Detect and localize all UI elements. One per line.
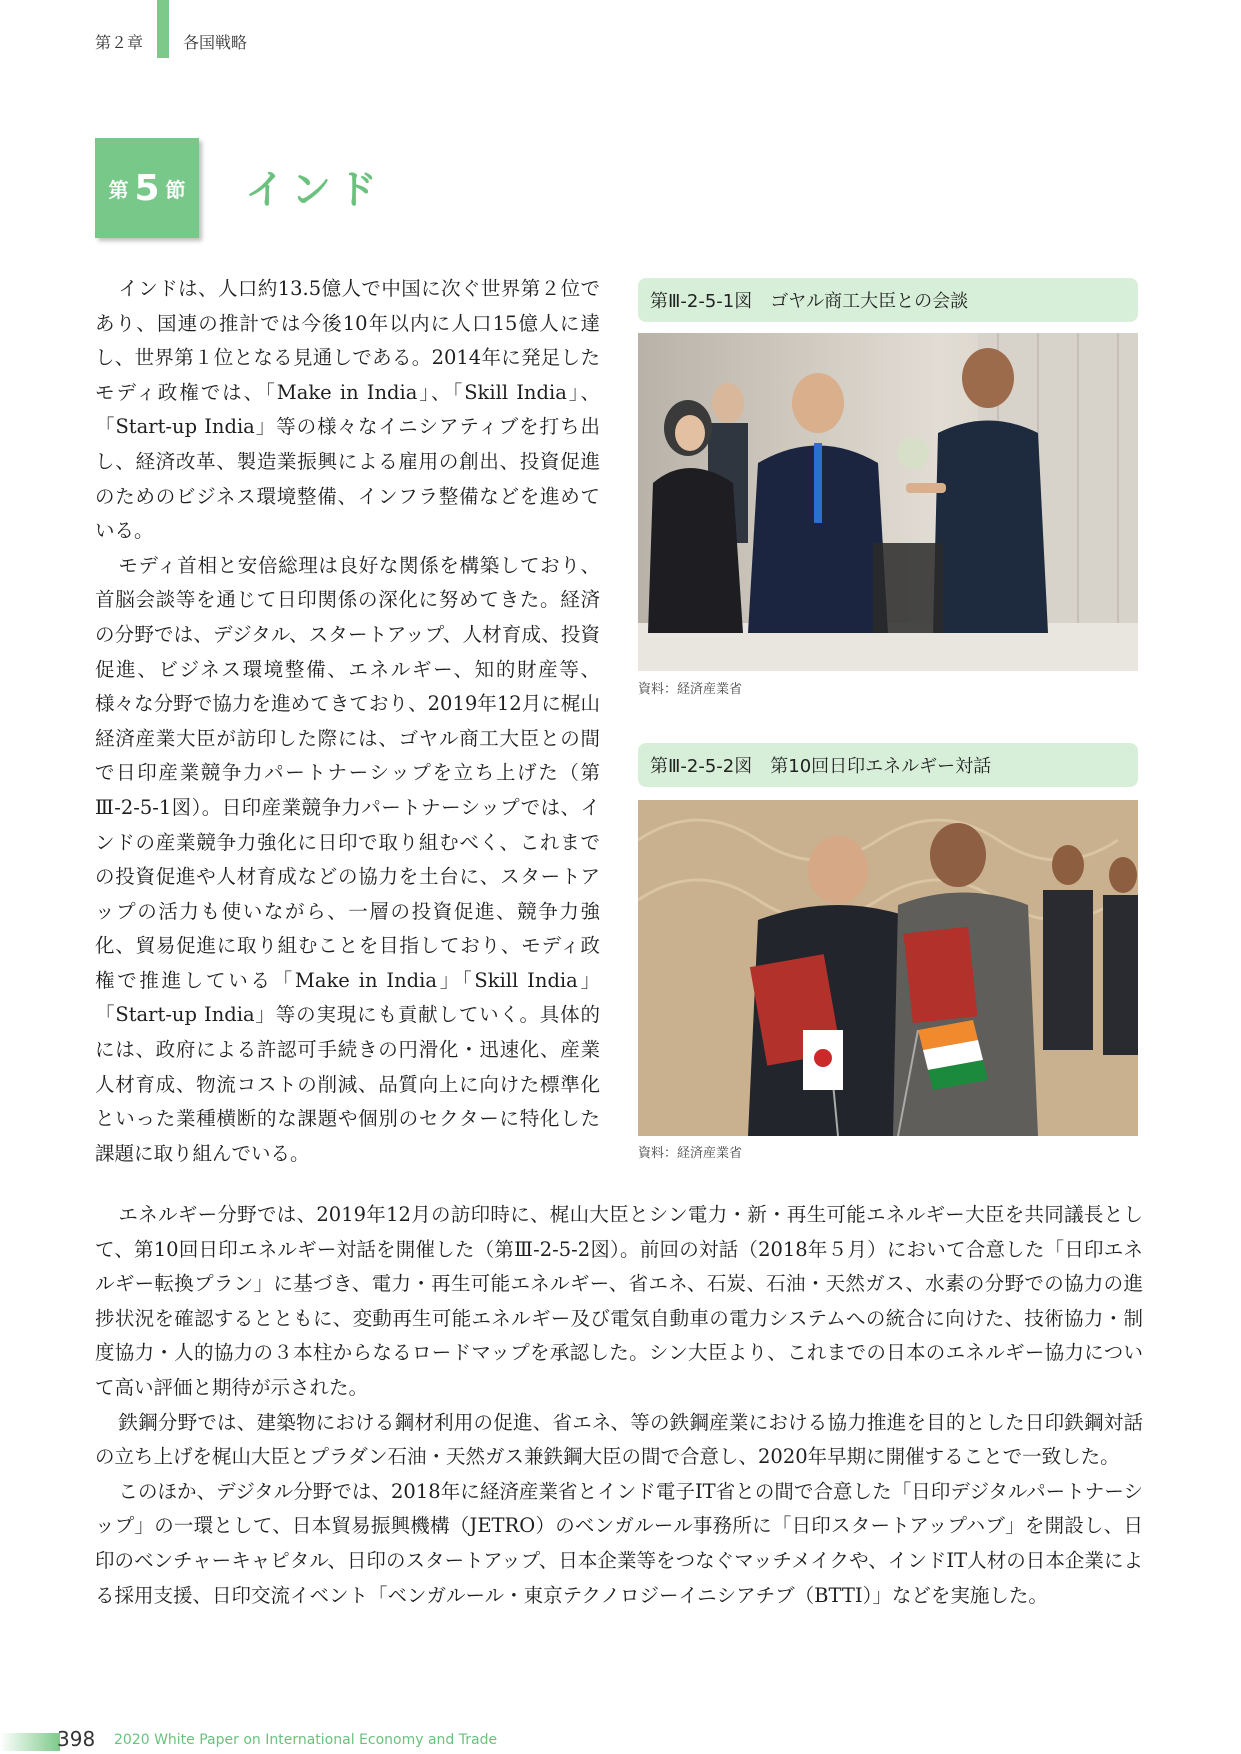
paragraph: インドは、人口約13.5億人で中国に次ぐ世界第２位であり、国連の推計では今後10年以内に人口15億人に達し、世界第１位となる見通しである。2014年に発足したモディ政権では、「Make in India」、「Skill India」、「Start-up India」等の様々なイニシアティブを打ち出し、経済改革、製造業振興による雇用の創出、投資促進のためのビジネス環境整備、インフラ整備などを進めている。 <box>95 277 600 543</box>
section-title: インド <box>245 167 383 213</box>
section-number-box <box>95 138 199 238</box>
energy-dialogue-photo <box>638 800 1138 1136</box>
figure-source: 資料：経済産業省 <box>638 1146 743 1161</box>
section-label: 各国戦略 <box>183 33 248 52</box>
paragraph: 鉄鋼分野では、建築物における鋼材利用の促進、省エネ、等の鉄鋼産業における協力推進を目的とした日印鉄鋼対話の立ち上げを梶山大臣とプラダン石油・天然ガス兼鉄鋼大臣の間で合意し、2020年早期に開催することで一致した。 <box>95 1410 1143 1469</box>
chapter-label: 第２章 <box>95 33 144 52</box>
section-prefix: 第 <box>108 177 129 202</box>
paragraph: このほか、デジタル分野では、2018年に経済産業省とインド電子IT省との間で合意した「日印デジタルパートナーシップ」の一環として、日本貿易振興機構（JETRO）のベンガルール事務所に「日印スタートアップハブ」を開設し、日印のベンチャーキャピタル、日印のスタートアップ、日本企業等をつなぐマッチメイクや、インドIT人材の日本企業による採用支援、日印交流イベント「ベンガルール・東京テクノロジーイニシアチブ（BTTI）」などを実施した。 <box>95 1479 1143 1607</box>
full-width-text <box>95 1198 1143 1613</box>
column-text <box>95 272 600 1171</box>
page-header <box>0 0 1241 60</box>
paragraph: モディ首相と安倍総理は良好な関係を構築しており、首脳会談等を通じて日印関係の深化に努めてきた。経済の分野では、デジタル、スタートアップ、人材育成、投資促進、ビジネス環境整備、エネルギー、知的財産等、様々な分野で協力を進めてきており、2019年12月に梶山経済産業大臣が訪印した際には、ゴヤル商工大臣との間で日印産業競争力パートナーシップを立ち上げた（第Ⅲ-2-5-1図）。日印産業競争力パートナーシップでは、インドの産業競争力強化に日印で取り組むべく、これまでの投資促進や人材育成などの協力を土台に、スタートアップの活力も使いながら、一層の投資促進、競争力強化、貿易促進に取り組むことを目指しており、モディ政権で推進している「Make in India」「Skill India」「Start-up India」等の実現にも貢献していく。具体的には、政府による許認可手続きの円滑化・迅速化、産業人材育成、物流コストの削減、品質向上に向けた標準化といった業種横断的な課題や個別のセクターに特化した課題に取り組んでいる。 <box>95 553 600 1165</box>
header-divider <box>157 0 169 58</box>
section-number: 5 <box>134 167 160 209</box>
figure-caption: 第Ⅲ-2-5-1図 ゴヤル商工大臣との会談 <box>638 278 1138 322</box>
publication-title: 2020 White Paper on International Economy and Trade <box>114 1732 498 1748</box>
page-number: 398 <box>57 1727 96 1751</box>
figure-source: 資料：経済産業省 <box>638 682 743 697</box>
footer-accent <box>0 1733 60 1751</box>
section-suffix: 節 <box>165 177 186 202</box>
paragraph: エネルギー分野では、2019年12月の訪印時に、梶山大臣とシン電力・新・再生可能エネルギー大臣を共同議長として、第10回日印エネルギー対話を開催した（第Ⅲ-2-5-2図）。前回の対話（2018年５月）において合意した「日印エネルギー転換プラン」に基づき、電力・再生可能エネルギー、省エネ、石炭、石油・天然ガス、水素の分野での協力の進捗状況を確認するとともに、変動再生可能エネルギー及び電気自動車の電力システムへの統合に向けた、技術協力・制度協力・人的協力の３本柱からなるロードマップを承認した。シン大臣より、これまでの日本のエネルギー協力について高い評価と期待が示された。 <box>95 1203 1143 1399</box>
meeting-photo <box>638 333 1138 671</box>
figure-caption: 第Ⅲ-2-5-2図 第10回日印エネルギー対話 <box>638 743 1138 787</box>
